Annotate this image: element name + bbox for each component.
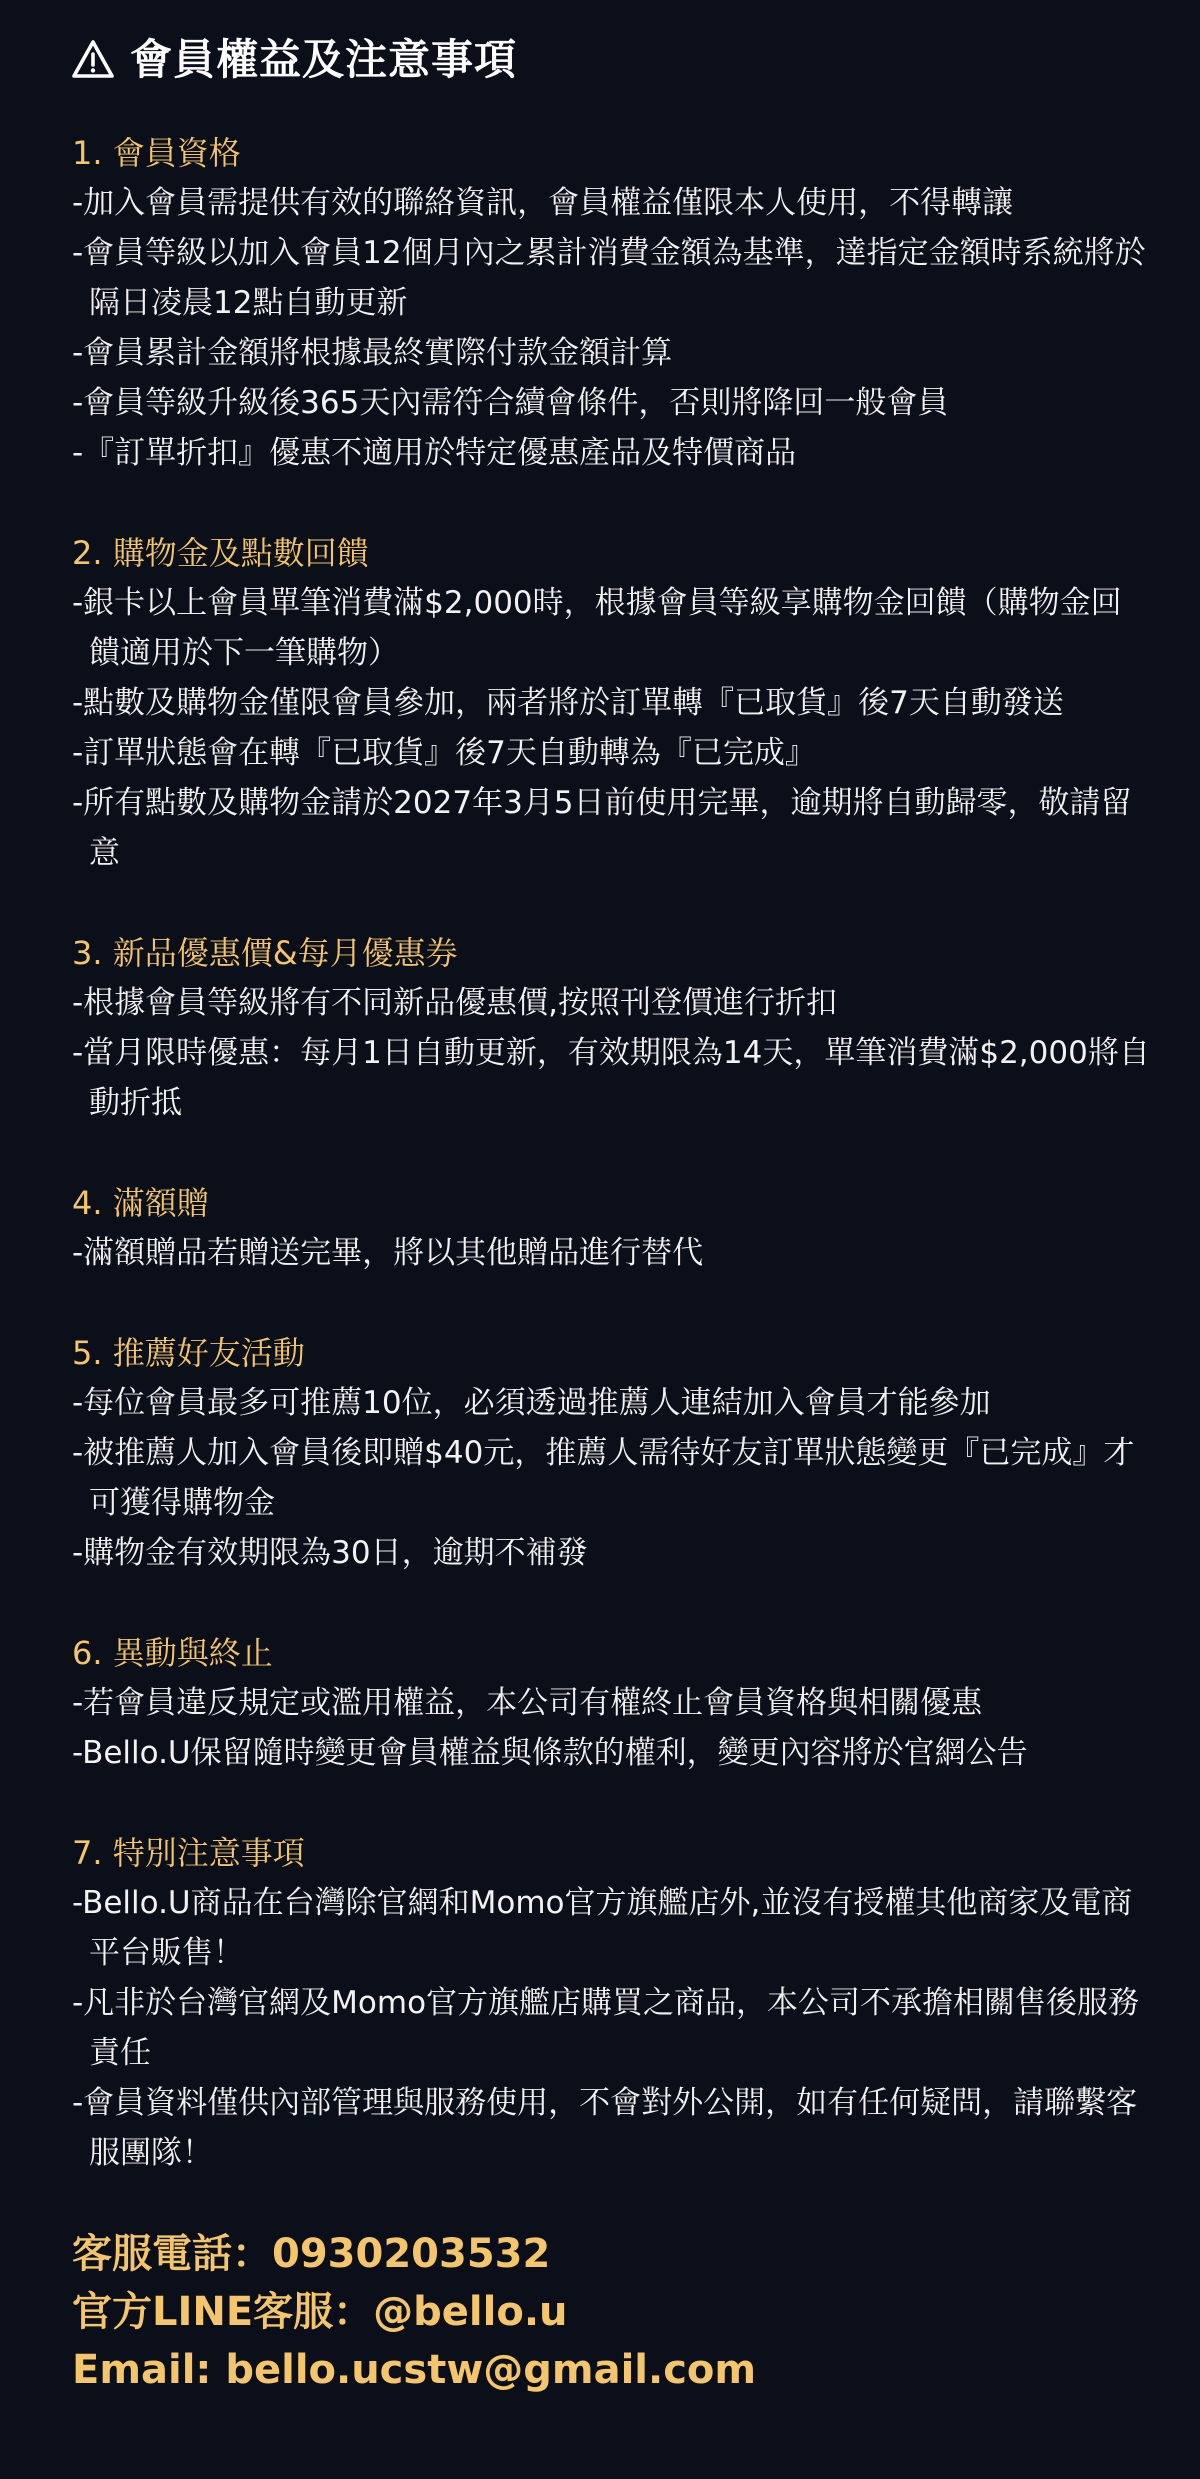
page-title: 會員權益及注意事項 <box>130 35 518 84</box>
section-item: -點數及購物金僅限會員參加，兩者將於訂單轉『已取貨』後7天自動發送 <box>72 685 1064 721</box>
section-item: -當月限時優惠：每月1日自動更新，有效期限為14天，單筆消費滿$2,000將自動折抵 <box>72 1035 1150 1121</box>
section-item: -Bello.U保留隨時變更會員權益與條款的權利，變更內容將於官網公告 <box>72 1735 1028 1771</box>
section-item: -購物金有效期限為30日，逾期不補發 <box>72 1535 588 1571</box>
section-title: 5. 推薦好友活動 <box>72 1334 305 1372</box>
contact-phone: 客服電話：0930203532 <box>72 2231 551 2277</box>
section-item: -銀卡以上會員單筆消費滿$2,000時，根據會員等級享購物金回饋（購物金回饋適用於下一筆購物） <box>72 585 1122 671</box>
section-title: 1. 會員資格 <box>72 134 241 172</box>
section-item: -會員資料僅供內部管理與服務使用，不會對外公開，如有任何疑問，請聯繫客服團隊！ <box>72 2085 1138 2171</box>
section-item: -訂單狀態會在轉『已取貨』後7天自動轉為『已完成』 <box>72 735 816 771</box>
section <box>72 1328 1152 1578</box>
section-item: -若會員違反規定或濫用權益，本公司有權終止會員資格與相關優惠 <box>72 1685 983 1721</box>
section <box>72 1178 1152 1278</box>
section <box>72 528 1152 878</box>
contact-line-id: 官方LINE客服：@bello.u <box>72 2289 568 2335</box>
section <box>72 128 1152 478</box>
section-title: 7. 特別注意事項 <box>72 1834 305 1872</box>
section-item: -會員等級以加入會員12個月內之累計消費金額為基準，達指定金額時系統將於隔日凌晨12點自動更新 <box>72 235 1146 321</box>
section-title: 6. 異動與終止 <box>72 1634 273 1672</box>
warning-icon <box>70 37 116 83</box>
section-item: -會員等級升級後365天內需符合續會條件，否則將降回一般會員 <box>72 385 949 421</box>
section-title: 3. 新品優惠價&每月優惠券 <box>72 934 458 972</box>
section-item: -會員累計金額將根據最終實際付款金額計算 <box>72 335 673 371</box>
section-item: -被推薦人加入會員後即贈$40元，推薦人需待好友訂單狀態變更『已完成』才可獲得購物金 <box>72 1435 1135 1521</box>
section-title: 4. 滿額贈 <box>72 1184 209 1222</box>
contact-info <box>72 2225 1152 2399</box>
section <box>72 1628 1152 1778</box>
section-item: -每位會員最多可推薦10位，必須透過推薦人連結加入會員才能參加 <box>72 1385 991 1421</box>
section <box>72 928 1152 1128</box>
section-item: -凡非於台灣官網及Momo官方旗艦店購買之商品，本公司不承擔相關售後服務責任 <box>72 1985 1140 2071</box>
section-item: -『訂單折扣』優惠不適用於特定優惠產品及特價商品 <box>72 435 797 471</box>
section-item: -根據會員等級將有不同新品優惠價,按照刊登價進行折扣 <box>72 985 838 1021</box>
page-header <box>70 34 517 86</box>
section <box>72 1828 1152 2178</box>
contact-email: Email: bello.ucstw@gmail.com <box>72 2347 757 2393</box>
section-item: -滿額贈品若贈送完畢，將以其他贈品進行替代 <box>72 1235 704 1271</box>
section-title: 2. 購物金及點數回饋 <box>72 534 369 572</box>
sections-container <box>72 128 1152 2228</box>
section-item: -Bello.U商品在台灣除官網和Momo官方旗艦店外,並沒有授權其他商家及電商平台販售！ <box>72 1885 1133 1971</box>
section-item: -加入會員需提供有效的聯絡資訊，會員權益僅限本人使用，不得轉讓 <box>72 185 1014 221</box>
section-item: -所有點數及購物金請於2027年3月5日前使用完畢，逾期將自動歸零，敬請留意 <box>72 785 1132 871</box>
